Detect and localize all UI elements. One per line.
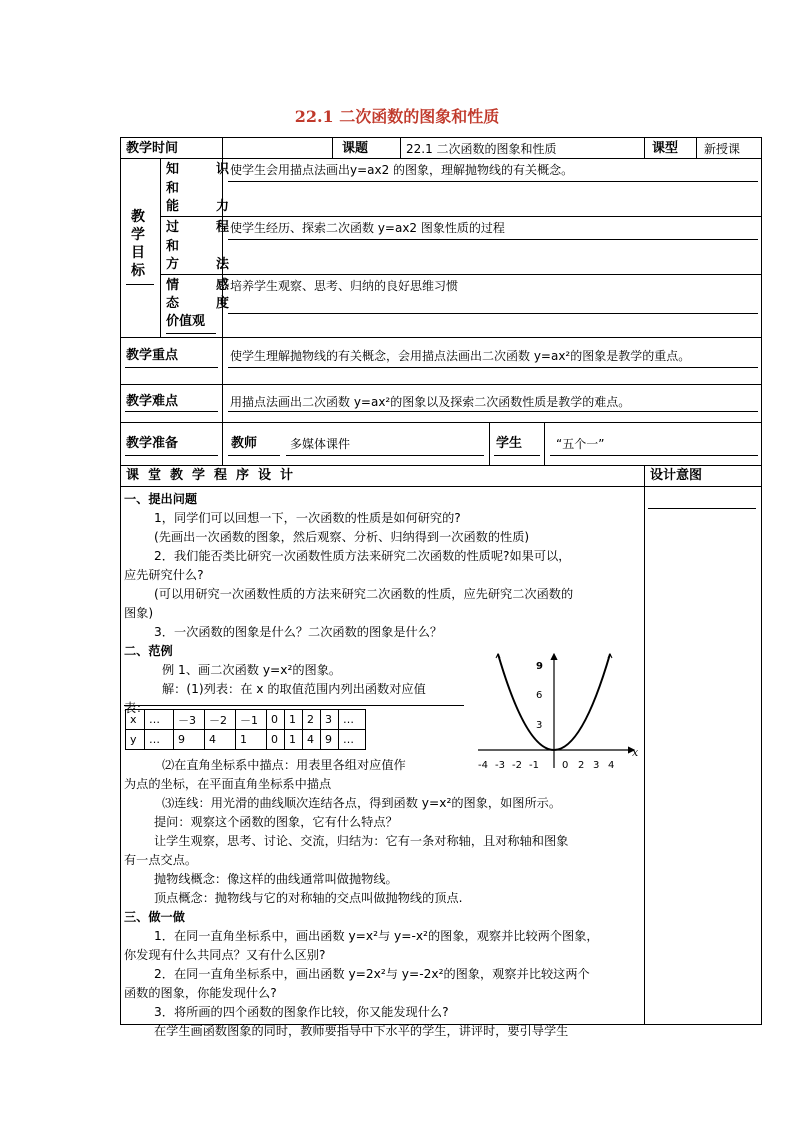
underline — [125, 367, 218, 368]
answer: (可以用研究一次函数性质的方法来研究二次函数的性质，应先研究二次函数的 — [154, 587, 574, 601]
difficulty-text: 用描点法画出二次函数 y=ax²的图象以及探索二次函数性质是教学的难点。 — [230, 395, 631, 409]
key-point-label: 教学重点 — [126, 348, 179, 363]
solution-text: 解：(1)列表：在 x 的取值范围内列出函数对应值 — [162, 682, 426, 696]
table-cell: 1 — [285, 730, 303, 750]
x-tick-label: -2 — [512, 760, 522, 771]
teacher-label: 教师 — [231, 436, 258, 451]
x-axis-label: x — [632, 746, 639, 759]
row-divider — [120, 337, 762, 338]
col-divider — [489, 422, 490, 465]
table-row — [126, 730, 366, 750]
x-tick-label: 2 — [578, 760, 585, 771]
preparation-label: 教学准备 — [126, 436, 179, 451]
table-cell: 0 — [267, 710, 285, 730]
teaching-time-label: 教学时间 — [126, 141, 179, 156]
underline — [228, 455, 280, 456]
section-heading: 一、提出问题 — [124, 492, 198, 506]
question: 3．一次函数的图象是什么？二次函数的图象是什么？ — [154, 625, 443, 639]
underline — [228, 239, 758, 240]
goal-knowledge-text: 使学生会用描点法画出y=ax2 的图象，理解抛物线的有关概念。 — [230, 163, 574, 177]
table-cell: 4 — [303, 730, 321, 750]
student-label: 学生 — [496, 436, 523, 451]
step-text: 为点的坐标，在平面直角坐标系中描点 — [124, 777, 332, 791]
y-tick-label: 9 — [536, 661, 543, 672]
underline — [228, 411, 758, 412]
col-divider — [644, 465, 645, 1025]
table-row — [126, 710, 366, 730]
key-point-text: 使学生理解抛物线的有关概念，会用描点法画出二次函数 y=ax²的图象是教学的重点。 — [230, 349, 691, 363]
row-divider — [120, 158, 762, 159]
x-tick-label: 0 — [562, 760, 569, 771]
concept: 顶点概念：抛物线与它的对称轴的交点叫做抛物线的顶点. — [154, 891, 463, 905]
table-cell: 2 — [303, 710, 321, 730]
goal-process-text: 使学生经历、探索二次函数 y=ax2 图象性质的过程 — [230, 221, 505, 235]
x-tick-label: -1 — [529, 760, 539, 771]
table-cell: －3 — [174, 710, 205, 730]
col-divider — [544, 422, 545, 465]
x-tick-label: 4 — [608, 760, 615, 771]
table-cell: … — [145, 710, 174, 730]
underline — [126, 284, 154, 285]
table-cell: … — [339, 710, 366, 730]
row-divider — [120, 422, 762, 423]
col-divider — [696, 137, 697, 158]
solution-text: 表： — [124, 701, 149, 715]
underline — [166, 333, 216, 334]
table-cell: … — [339, 730, 366, 750]
answer: (先画出一次函数的图象，然后观察、分析、归纳得到一次函数的性质) — [154, 530, 530, 544]
question: 提问：观察这个函数的图象，它有什么特点？ — [154, 815, 398, 829]
teacher-value: 多媒体课件 — [290, 437, 351, 451]
table-cell: 0 — [267, 730, 285, 750]
underline — [124, 705, 464, 706]
lesson-type-label: 课型 — [652, 141, 679, 156]
underline — [550, 455, 758, 456]
task: 函数的图象，你能发现什么? — [124, 986, 277, 1000]
section-heading: 二、范例 — [124, 644, 173, 658]
concept: 抛物线概念：像这样的曲线通常叫做抛物线。 — [154, 872, 398, 886]
col-divider — [644, 137, 645, 158]
observation: 让学生观察，思考、讨论、交流，归结为：它有一条对称轴，且对称轴和图象 — [154, 834, 569, 848]
answer: 图象) — [124, 606, 154, 620]
row-divider — [160, 216, 762, 217]
goal-attitude-label: 态 度 — [166, 296, 242, 311]
design-intent-label: 设计意图 — [650, 468, 703, 483]
table-cell: 1 — [236, 730, 267, 750]
parabola-graph — [474, 650, 644, 772]
y-tick-label: 6 — [536, 690, 543, 701]
goal-attitude-label: 情 感 — [166, 278, 242, 293]
topic-label: 课题 — [342, 141, 369, 156]
underline — [125, 455, 218, 456]
value-table — [125, 709, 366, 750]
task: 2．在同一直角坐标系中，画出函数 y=2x²与 y=-2x²的图象，观察并比较这两个 — [154, 967, 590, 981]
x-tick-label: -3 — [495, 760, 505, 771]
col-divider — [400, 137, 401, 158]
goal-process-label: 和 — [166, 239, 180, 254]
section-heading: 三、做一做 — [124, 910, 185, 924]
example-text: 例 1、画二次函数 y=x²的图象。 — [162, 663, 342, 677]
row-divider — [120, 486, 762, 487]
underline — [648, 508, 756, 509]
col-divider — [332, 137, 333, 158]
task: 1．在同一直角坐标系中，画出函数 y=x²与 y=-x²的图象，观察并比较两个图象， — [154, 929, 599, 943]
x-tick-label: 3 — [593, 760, 600, 771]
student-value: “五个一” — [556, 437, 605, 451]
table-cell: x — [126, 710, 145, 730]
task: 3．将所画的四个函数的图象作比较，你又能发现什么? — [154, 1005, 449, 1019]
col-divider — [222, 137, 223, 158]
step-text: ⑶连线：用光滑的曲线顺次连结各点，得到函数 y=x²的图象，如图所示。 — [162, 796, 562, 810]
task: 在学生画函数图象的同时，教师要指导中下水平的学生，讲评时，要引导学生 — [154, 1024, 569, 1038]
table-cell: 4 — [205, 730, 236, 750]
table-cell: 9 — [174, 730, 205, 750]
page-title: 22.1 二次函数的图象和性质 — [294, 107, 500, 126]
table-cell: 9 — [321, 730, 339, 750]
x-tick-label: -4 — [478, 760, 488, 771]
table-cell: 1 — [285, 710, 303, 730]
row-divider — [120, 465, 762, 466]
row-divider — [160, 274, 762, 275]
table-cell: y — [126, 730, 145, 750]
underline — [228, 181, 758, 182]
goal-process-label: 方 法 — [166, 257, 242, 272]
underline — [286, 455, 484, 456]
observation: 有一点交点。 — [124, 853, 198, 867]
difficulty-label: 教学难点 — [126, 394, 179, 409]
goal-knowledge-label: 和 — [166, 181, 180, 196]
goal-attitude-text: 培养学生观察、思考、归纳的良好思维习惯 — [230, 279, 459, 293]
underline — [125, 411, 218, 412]
goal-knowledge-label: 能 力 — [166, 199, 242, 214]
y-tick-label: 3 — [536, 720, 543, 731]
goal-knowledge-label: 知 识 — [166, 162, 242, 177]
goal-process-label: 过 程 — [166, 220, 242, 235]
task: 你发现有什么共同点？又有什么区别? — [124, 948, 326, 962]
question: 2．我们能否类比研究一次函数性质方法来研究二次函数的性质呢?如果可以， — [154, 549, 571, 563]
row-divider — [120, 384, 762, 385]
question: 1，同学们可以回想一下，一次函数的性质是如何研究的? — [154, 511, 461, 525]
question: 应先研究什么? — [124, 568, 204, 582]
table-cell: －2 — [205, 710, 236, 730]
topic-value: 22.1 二次函数的图象和性质 — [406, 142, 557, 156]
lesson-type-value: 新授课 — [704, 142, 741, 156]
procedure-label: 课堂教学程序设计 — [126, 468, 303, 483]
table-cell: －1 — [236, 710, 267, 730]
step-text: ⑵在直角坐标系中描点：用表里各组对应值作 — [162, 758, 406, 772]
underline — [494, 455, 540, 456]
table-cell: 3 — [321, 710, 339, 730]
col-divider — [160, 158, 161, 337]
goal-attitude-label: 价值观 — [166, 314, 206, 329]
underline — [228, 313, 758, 314]
table-cell: … — [145, 730, 174, 750]
underline — [228, 367, 758, 368]
